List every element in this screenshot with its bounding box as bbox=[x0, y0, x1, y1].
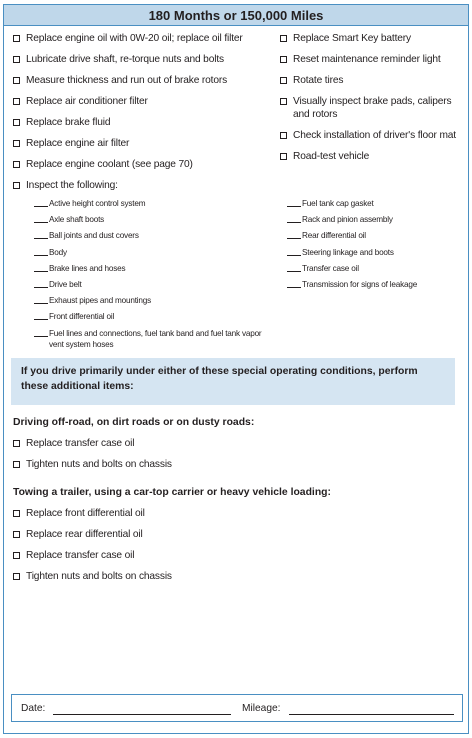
inspect-item bbox=[34, 247, 274, 258]
check-blank[interactable] bbox=[34, 230, 48, 239]
checkbox[interactable] bbox=[13, 77, 20, 84]
checklist-item-label: Replace front differential oil bbox=[26, 508, 145, 519]
checklist-item-label: Lubricate drive shaft, re-torque nuts and bolts bbox=[26, 54, 224, 65]
checkbox[interactable] bbox=[280, 153, 287, 160]
inspect-item-label: Body bbox=[49, 247, 67, 257]
checkbox[interactable] bbox=[13, 552, 20, 559]
date-field[interactable] bbox=[53, 714, 231, 715]
special-conditions-banner: If you drive primarily under either of these special operating conditions, perform these additional items: bbox=[11, 358, 455, 405]
inspect-item-label: Brake lines and hoses bbox=[49, 263, 126, 273]
checkbox[interactable] bbox=[13, 119, 20, 126]
checklist-item bbox=[13, 137, 275, 150]
inspect-item bbox=[287, 198, 467, 209]
checkbox[interactable] bbox=[280, 132, 287, 139]
date-mileage-footer bbox=[11, 694, 463, 722]
inspect-item-label: Front differential oil bbox=[49, 312, 115, 322]
check-blank[interactable] bbox=[287, 247, 301, 256]
check-blank[interactable] bbox=[287, 230, 301, 239]
towing-section bbox=[13, 486, 453, 591]
card-title: 180 Months or 150,000 Miles bbox=[4, 5, 468, 26]
checklist-item bbox=[280, 53, 466, 66]
maintenance-card bbox=[3, 4, 469, 734]
checkbox[interactable] bbox=[13, 35, 20, 42]
checklist-item bbox=[13, 95, 275, 108]
check-blank[interactable] bbox=[287, 263, 301, 272]
checkbox[interactable] bbox=[13, 161, 20, 168]
inspect-item bbox=[34, 328, 274, 350]
checklist-item-label: Replace Smart Key battery bbox=[293, 33, 411, 44]
inspect-item bbox=[287, 247, 467, 258]
check-blank[interactable] bbox=[34, 247, 48, 256]
inspect-item bbox=[34, 263, 274, 274]
inspect-item-label: Ball joints and dust covers bbox=[49, 231, 139, 241]
checklist-item-label: Inspect the following: bbox=[26, 180, 118, 191]
check-blank[interactable] bbox=[34, 198, 48, 207]
checklist-item bbox=[13, 549, 453, 562]
inspect-item bbox=[287, 263, 467, 274]
checklist-item-label: Measure thickness and run out of brake rotors bbox=[26, 75, 228, 86]
inspect-item bbox=[34, 295, 274, 306]
inspect-item-label: Fuel tank cap gasket bbox=[302, 199, 374, 208]
date-label: Date: bbox=[21, 703, 46, 714]
inspect-item bbox=[287, 279, 467, 290]
inspect-item-label: Drive belt bbox=[49, 279, 82, 289]
checklist-item bbox=[13, 570, 453, 583]
inspect-item-label: Rear differential oil bbox=[302, 231, 366, 241]
checklist-item-label: Replace air conditioner filter bbox=[26, 96, 148, 107]
towing-title: Towing a trailer, using a car-top carrier or heavy vehicle loading: bbox=[13, 487, 331, 498]
checklist-item-label: Replace transfer case oil bbox=[26, 550, 135, 561]
inspect-item-label: Exhaust pipes and mountings bbox=[49, 296, 152, 306]
checklist-item bbox=[13, 74, 275, 87]
checklist-item-label: Replace engine oil with 0W-20 oil; replace oil filter bbox=[26, 33, 243, 44]
checklist-item bbox=[13, 179, 275, 192]
checklist-item bbox=[280, 150, 466, 163]
check-blank[interactable] bbox=[34, 279, 48, 288]
checkbox[interactable] bbox=[13, 98, 20, 105]
inspect-item-label: Active height control system bbox=[49, 199, 146, 208]
inspect-list-left bbox=[34, 198, 274, 355]
inspect-item-label: Rack and pinion assembly bbox=[302, 215, 393, 225]
checklist-item-label: Road-test vehicle bbox=[293, 151, 370, 162]
checklist-item bbox=[13, 507, 453, 520]
checklist-item-label: Rotate tires bbox=[293, 75, 344, 86]
right-checklist bbox=[280, 32, 466, 171]
inspect-item-label: Axle shaft boots bbox=[49, 215, 105, 225]
checkbox[interactable] bbox=[13, 140, 20, 147]
check-blank[interactable] bbox=[34, 311, 48, 320]
offroad-section bbox=[13, 416, 453, 479]
checkbox[interactable] bbox=[280, 77, 287, 84]
checklist-item bbox=[13, 116, 275, 129]
checklist-item-label: Tighten nuts and bolts on chassis bbox=[26, 571, 172, 582]
checklist-item bbox=[13, 32, 275, 45]
inspect-item bbox=[34, 214, 274, 225]
checklist-item bbox=[280, 129, 466, 142]
inspect-item bbox=[287, 230, 467, 241]
checklist-item bbox=[13, 53, 275, 66]
checklist-item bbox=[13, 437, 453, 450]
check-blank[interactable] bbox=[34, 328, 48, 337]
checklist-item-label: Reset maintenance reminder light bbox=[293, 54, 441, 65]
inspect-item-label: Transmission for signs of leakage bbox=[302, 279, 418, 289]
checklist-item-label: Replace rear differential oil bbox=[26, 529, 143, 540]
checkbox[interactable] bbox=[13, 182, 20, 189]
check-blank[interactable] bbox=[34, 295, 48, 304]
checkbox[interactable] bbox=[280, 35, 287, 42]
checklist-item bbox=[280, 74, 466, 87]
inspect-item bbox=[287, 214, 467, 225]
checkbox[interactable] bbox=[280, 56, 287, 63]
checklist-item bbox=[280, 32, 466, 45]
checklist-item bbox=[13, 528, 453, 541]
inspect-item-label: Fuel lines and connections, fuel tank band and fuel tank vapor vent system hoses bbox=[49, 328, 262, 349]
inspect-item bbox=[34, 198, 274, 209]
checklist-item-label: Replace brake fluid bbox=[26, 117, 111, 128]
checklist-item-label: Replace engine coolant (see page 70) bbox=[26, 159, 193, 170]
checkbox[interactable] bbox=[13, 440, 20, 447]
check-blank[interactable] bbox=[34, 263, 48, 272]
checkbox[interactable] bbox=[13, 573, 20, 580]
mileage-field[interactable] bbox=[289, 714, 454, 715]
checklist-item-label: Visually inspect brake pads, calipers and rotors bbox=[293, 96, 452, 120]
check-blank[interactable] bbox=[287, 279, 301, 288]
inspect-item-label: Transfer case oil bbox=[302, 263, 359, 273]
checkbox[interactable] bbox=[13, 461, 20, 468]
inspect-item-label: Steering linkage and boots bbox=[302, 247, 394, 257]
checkbox[interactable] bbox=[13, 510, 20, 517]
checklist-item-label: Tighten nuts and bolts on chassis bbox=[26, 459, 172, 470]
checkbox[interactable] bbox=[280, 98, 287, 105]
inspect-item bbox=[34, 279, 274, 290]
left-checklist bbox=[13, 32, 275, 200]
checklist-item-label: Check installation of driver's floor mat bbox=[293, 130, 456, 141]
checklist-item-label: Replace engine air filter bbox=[26, 138, 130, 149]
checkbox[interactable] bbox=[13, 56, 20, 63]
inspect-item bbox=[34, 311, 274, 322]
check-blank[interactable] bbox=[34, 214, 48, 223]
check-blank[interactable] bbox=[287, 214, 301, 223]
mileage-label: Mileage: bbox=[242, 703, 281, 714]
inspect-list-right bbox=[287, 198, 467, 295]
checklist-item-label: Replace transfer case oil bbox=[26, 438, 135, 449]
checklist-item bbox=[13, 458, 453, 471]
checkbox[interactable] bbox=[13, 531, 20, 538]
check-blank[interactable] bbox=[287, 198, 301, 207]
checklist-item bbox=[13, 158, 275, 171]
offroad-title: Driving off-road, on dirt roads or on dusty roads: bbox=[13, 417, 255, 428]
checklist-item bbox=[280, 95, 466, 121]
inspect-item bbox=[34, 230, 274, 241]
